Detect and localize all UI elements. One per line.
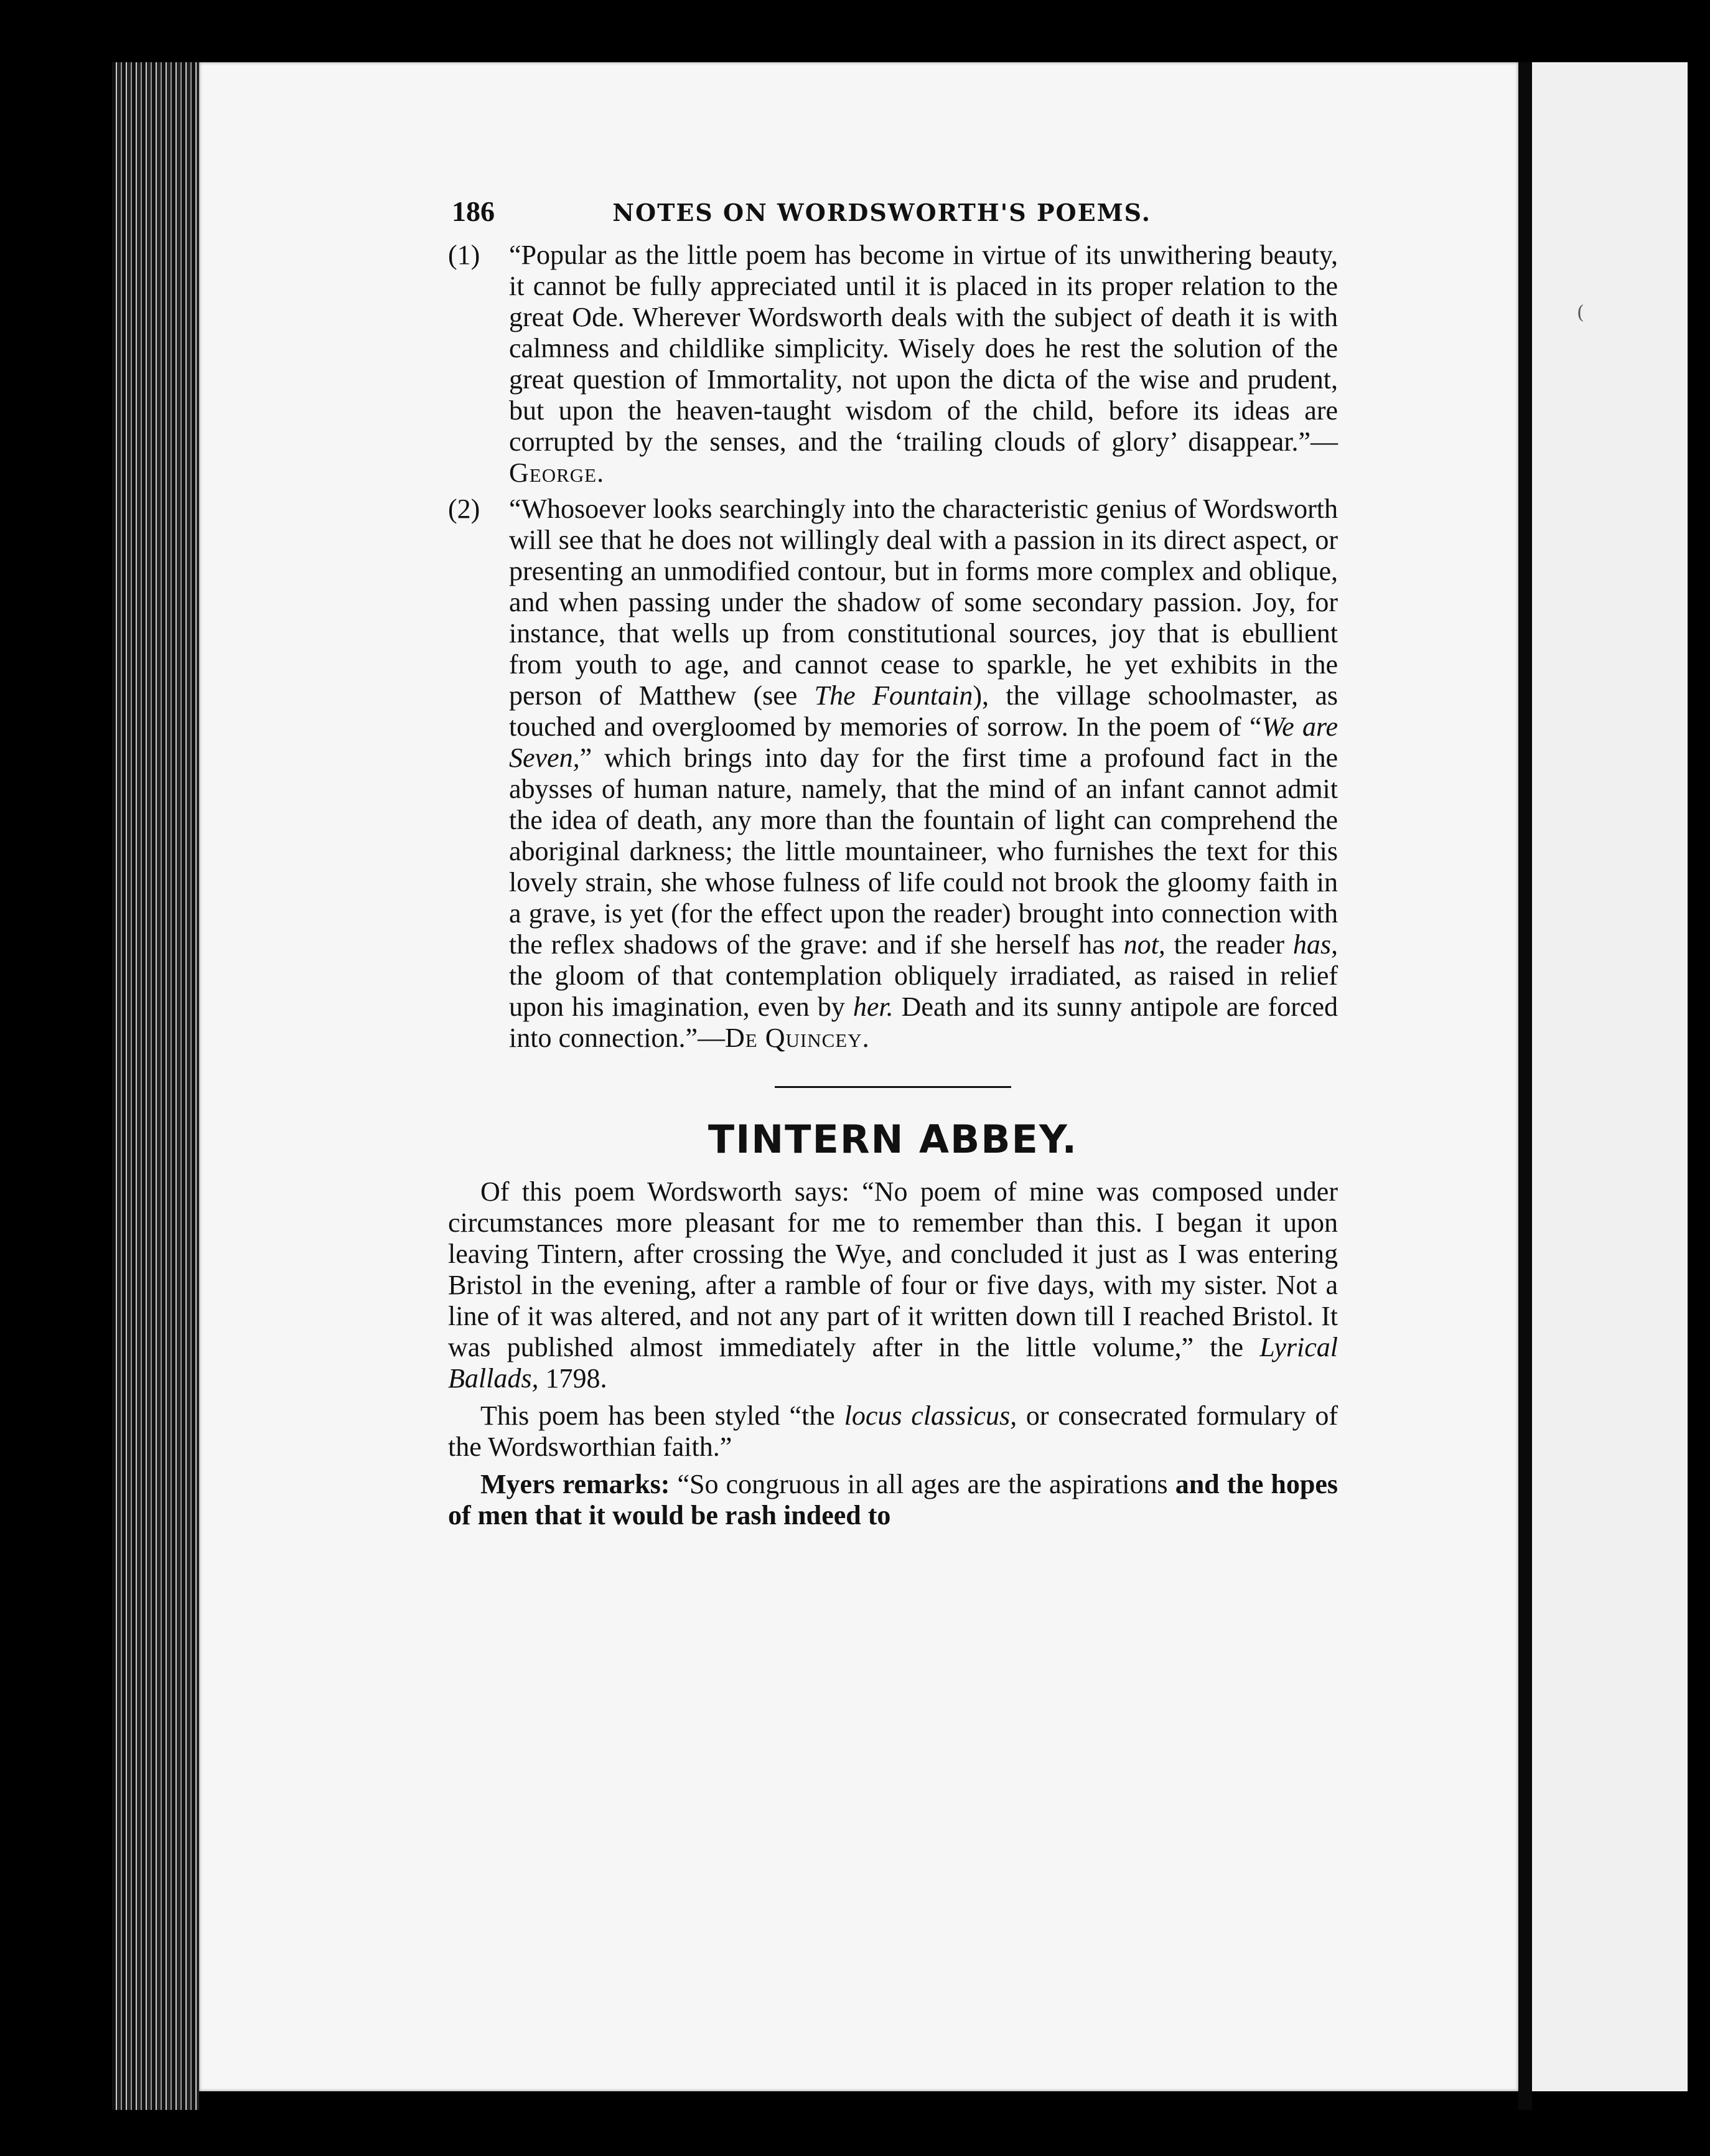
- paragraph-1: [448, 1176, 1338, 1394]
- paragraph-2: [448, 1400, 1338, 1463]
- book-page-edges: [112, 62, 199, 2110]
- facing-page: [1532, 62, 1688, 2091]
- page-number: 186: [452, 195, 495, 227]
- running-title: NOTES ON WORDSWORTH'S POEMS.: [612, 199, 1151, 227]
- note-body-part: ), the village schoolmaster, as touched and overgloomed by memories of sorrow. In the poem of “: [509, 680, 1339, 742]
- note-text: [509, 494, 1338, 1054]
- work-title: We are Seven,: [509, 711, 1338, 773]
- note-number: (1): [448, 240, 480, 270]
- note-body-part: Death and its sunny antipole are forced into connection.”—: [509, 991, 1338, 1053]
- note-body-part: ” which brings into day for the first time a profound fact in the abysses of human nature, namely, that the mind of an infant cannot admit the idea of death, any more than the fountain of light can comprehend the aboriginal darkness; the little mountaineer, who furnishes the text for this lovely strain, she whose fulness of life could not brook the gloomy faith in a grave, is yet (for the effect upon the reader) brought into connection with the reflex shadows of the grave: and if she herself has: [509, 743, 1338, 960]
- note-2: [448, 494, 1338, 1054]
- note-attribution: De Quincey.: [725, 1023, 870, 1053]
- running-head: [448, 196, 1338, 228]
- book-gutter: [1518, 62, 1532, 2110]
- note-body-part: the reader: [1165, 929, 1293, 960]
- note-number: (2): [448, 494, 480, 524]
- note-attribution: George.: [509, 457, 605, 488]
- phrase-italic: locus classicus,: [844, 1400, 1017, 1431]
- paragraph-text: and the hopes of men that it would be rash indeed to: [448, 1469, 1338, 1530]
- emphasis: not,: [1123, 929, 1166, 960]
- work-title: Lyrical Ballads,: [448, 1332, 1338, 1394]
- page-content: [448, 196, 1338, 1537]
- emphasis: has,: [1292, 929, 1338, 960]
- emphasis: her.: [853, 991, 894, 1022]
- work-title: The Fountain: [814, 680, 973, 711]
- paragraph-lead: Myers remarks:: [480, 1469, 670, 1499]
- paragraph-text: “So congruous in all ages are the aspirations: [670, 1469, 1175, 1499]
- paragraph-3: [448, 1469, 1338, 1531]
- section-divider: [775, 1086, 1011, 1088]
- paragraph-text: This poem has been styled “the: [480, 1400, 844, 1431]
- note-body-part: “Whosoever looks searchingly into the characteristic genius of Wordsworth will see that he does not willingly deal with a passion in its direct aspect, or presenting an unmodified contour, but in forms more complex and oblique, and when passing under the shadow of some secondary passion. Joy, for instance, that wells up from constitutional sources, joy that is ebullient from youth to age, and cannot cease to sparkle, he yet exhibits in the person of Matthew (see: [509, 494, 1338, 711]
- note-body-part: the gloom of that contemplation obliquely irradiated, as raised in relief upon his imagination, even by: [509, 960, 1338, 1022]
- note-1: [448, 240, 1338, 489]
- paragraph-text: 1798.: [538, 1363, 607, 1394]
- note-text: [509, 240, 1338, 489]
- section-title: TINTERN ABBEY.: [708, 1117, 1078, 1162]
- paragraph-text: Of this poem Wordsworth says: “No poem of mine was composed under circumstances more pleasant for me to remember than this. I began it upon leaving Tintern, after crossing the Wye, and concluded it just as I was entering Bristol in the evening, after a ramble of four or five days, with my sister. Not a line of it was altered, and not any part of it written down till I reached Bristol. It was published almost immediately after in the little volume,” the: [448, 1176, 1338, 1362]
- note-body: “Popular as the little poem has become in virtue of its unwithering beauty, it cannot be fully appreciated until it is placed in its proper relation to the great Ode. Wherever Wordsworth deals with the subject of death it is with calmness and childlike simplicity. Wisely does he rest the solution of the great question of Immortality, not upon the dicta of the wise and prudent, but upon the heaven-taught wisdom of the child, before its ideas are corrupted by the senses, and the ‘trailing clouds of glory’ disappear.”—: [509, 240, 1338, 457]
- paragraph-text: or consecrated formulary of the Wordsworthian faith.”: [448, 1400, 1339, 1462]
- facing-page-mark: (: [1577, 302, 1584, 324]
